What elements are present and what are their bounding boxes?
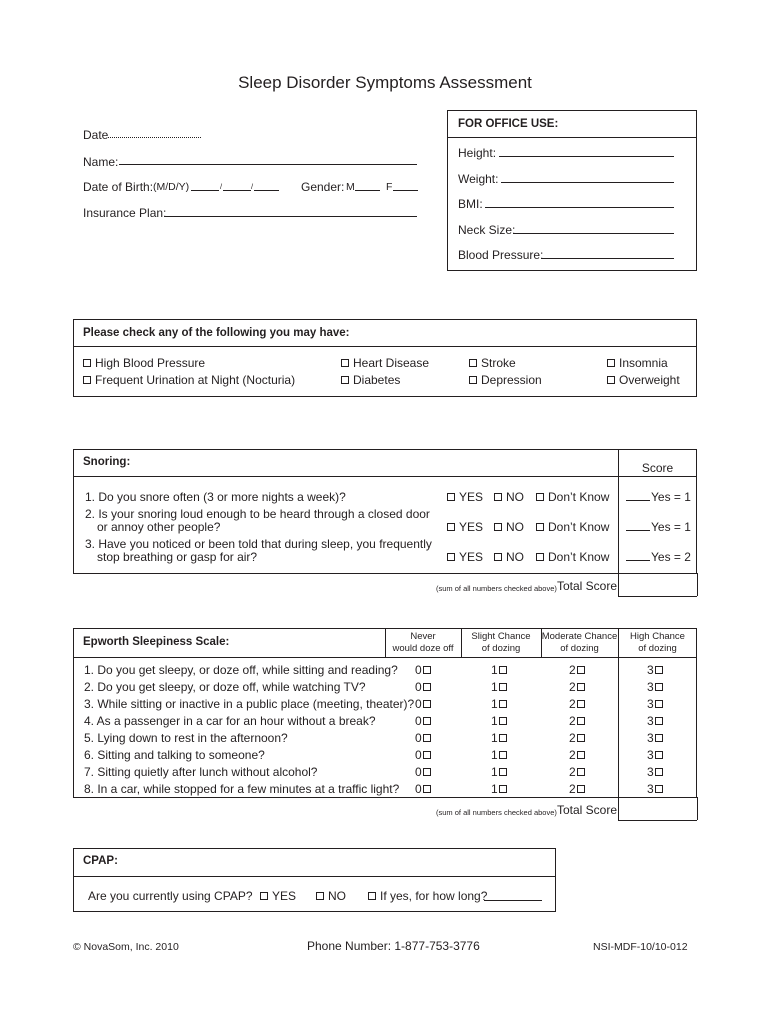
epworth-option[interactable] (647, 765, 663, 779)
checkbox[interactable] (341, 376, 349, 384)
snoring-q1-score: Yes = 1 (651, 490, 691, 504)
height-field[interactable] (499, 156, 674, 157)
checkbox[interactable] (655, 717, 663, 725)
option-value: 0 (415, 748, 422, 762)
epworth-question: 4. As a passenger in a car for an hour without a break? (84, 714, 376, 728)
neck-size-field[interactable] (513, 233, 674, 234)
option-value: 3 (647, 748, 654, 762)
epworth-option[interactable] (647, 680, 663, 694)
epworth-option[interactable] (491, 765, 507, 779)
epworth-question: 7. Sitting quietly after lunch without alcohol? (84, 765, 318, 779)
epworth-option[interactable] (491, 697, 507, 711)
checkbox[interactable] (423, 683, 431, 691)
checkbox[interactable] (577, 751, 585, 759)
checkbox[interactable] (499, 768, 507, 776)
epworth-option[interactable] (415, 765, 431, 779)
epworth-total-label: Total Score (557, 803, 618, 817)
epworth-option[interactable] (415, 731, 431, 745)
epworth-option[interactable] (491, 782, 507, 796)
form-code: NSI-MDF-10/10-012 (593, 941, 688, 953)
phone-number: Phone Number: 1-877-753-3776 (307, 939, 480, 953)
dob-sep: / (220, 182, 223, 191)
checkbox[interactable] (423, 768, 431, 776)
snoring-question-3-cont: stop breathing or gasp for air? (97, 550, 258, 564)
epworth-option[interactable] (569, 731, 585, 745)
checkbox[interactable] (499, 734, 507, 742)
epworth-question: 1. Do you get sleepy, or doze off, while sitting and reading? (84, 663, 398, 677)
divider (73, 346, 697, 347)
snoring-q1-no[interactable]: NO (494, 490, 524, 504)
option-value: 3 (647, 680, 654, 694)
epworth-option[interactable] (415, 680, 431, 694)
checkbox[interactable] (577, 717, 585, 725)
snoring-q3-yes[interactable]: YES (447, 550, 483, 564)
office-bp-label: Blood Pressure: (458, 248, 544, 262)
epworth-question: 2. Do you get sleepy, or doze off, while watching TV? (84, 680, 366, 694)
epworth-option[interactable] (569, 765, 585, 779)
checkbox[interactable] (423, 666, 431, 674)
epworth-option[interactable] (647, 714, 663, 728)
gender-label: Gender: (301, 180, 345, 194)
checkbox[interactable] (83, 359, 91, 367)
cpap-yes[interactable]: YES (260, 889, 296, 903)
option-value: 1 (491, 714, 498, 728)
snoring-q2-score: Yes = 1 (651, 520, 691, 534)
name-field[interactable] (119, 164, 417, 165)
gender-f-label: F (386, 181, 393, 193)
option-value: 3 (647, 765, 654, 779)
option-value: 2 (569, 663, 576, 677)
office-bmi-label: BMI: (458, 197, 483, 211)
epworth-option[interactable] (415, 697, 431, 711)
checkbox[interactable] (536, 493, 544, 501)
checkbox[interactable] (607, 359, 615, 367)
divider (618, 820, 697, 821)
epworth-option[interactable] (569, 782, 585, 796)
checkbox[interactable] (423, 785, 431, 793)
snoring-header: Snoring: (83, 456, 131, 468)
checkbox[interactable] (655, 734, 663, 742)
checkbox[interactable] (577, 683, 585, 691)
date-label: Date (83, 128, 109, 142)
checkbox[interactable] (494, 493, 502, 501)
epworth-option[interactable] (415, 714, 431, 728)
snoring-total-label: Total Score (557, 579, 618, 593)
checkbox[interactable] (499, 683, 507, 691)
dob-day-field[interactable] (223, 190, 251, 191)
option-value: 0 (415, 765, 422, 779)
copyright: © NovaSom, Inc. 2010 (73, 941, 179, 953)
cpap-how-long[interactable]: If yes, for how long? (368, 889, 487, 903)
checkbox[interactable] (577, 666, 585, 674)
checkbox[interactable] (341, 359, 349, 367)
checkbox[interactable] (494, 523, 502, 531)
epworth-option[interactable] (415, 663, 431, 677)
checkbox[interactable] (536, 523, 544, 531)
checkbox[interactable] (499, 751, 507, 759)
checkbox[interactable] (577, 768, 585, 776)
snoring-q3-score: Yes = 2 (651, 550, 691, 564)
dob-month-field[interactable] (191, 190, 219, 191)
option-value: 1 (491, 748, 498, 762)
option-value: 2 (569, 748, 576, 762)
condition-nocturia[interactable]: Frequent Urination at Night (Nocturia) (83, 373, 295, 387)
epworth-sum-note: (sum of all numbers checked above) (436, 808, 557, 817)
gender-m-label: M (346, 181, 355, 193)
snoring-q3-score-field[interactable] (626, 560, 650, 561)
checkbox[interactable] (499, 785, 507, 793)
office-height-label: Height: (458, 146, 497, 160)
divider (73, 876, 556, 877)
option-value: 3 (647, 782, 654, 796)
epworth-option[interactable] (569, 663, 585, 677)
checkbox[interactable] (494, 553, 502, 561)
snoring-sum-note: (sum of all numbers checked above) (436, 584, 557, 593)
epworth-option[interactable] (647, 748, 663, 762)
score-header: Score (641, 461, 674, 475)
checkbox[interactable] (607, 376, 615, 384)
name-label: Name: (83, 155, 119, 169)
checkbox[interactable] (499, 717, 507, 725)
option-value: 3 (647, 697, 654, 711)
condition-heart-disease[interactable]: Heart Disease (341, 356, 429, 370)
condition-insomnia[interactable]: Insomnia (607, 356, 668, 370)
conditions-header: Please check any of the following you may have: (83, 327, 350, 339)
snoring-q3-dont-know[interactable]: Don’t Know (536, 550, 609, 564)
option-value: 1 (491, 697, 498, 711)
insurance-field[interactable] (164, 216, 417, 217)
checkbox[interactable] (423, 717, 431, 725)
gender-m-field[interactable] (355, 190, 380, 191)
epworth-option[interactable] (647, 782, 663, 796)
option-value: 1 (491, 731, 498, 745)
checkbox[interactable] (499, 700, 507, 708)
checkbox[interactable] (655, 683, 663, 691)
epworth-option[interactable] (491, 748, 507, 762)
option-value: 3 (647, 714, 654, 728)
condition-depression[interactable]: Depression (469, 373, 542, 387)
option-value: 0 (415, 697, 422, 711)
checkbox[interactable] (655, 768, 663, 776)
divider (73, 657, 697, 658)
checkbox[interactable] (368, 892, 376, 900)
divider (447, 137, 697, 138)
divider (618, 596, 697, 597)
checkbox[interactable] (423, 734, 431, 742)
checkbox[interactable] (83, 376, 91, 384)
option-value: 1 (491, 765, 498, 779)
epworth-header: Epworth Sleepiness Scale: (83, 636, 230, 648)
epworth-option[interactable] (569, 748, 585, 762)
option-value: 3 (647, 663, 654, 677)
option-value: 2 (569, 765, 576, 779)
col-high: High Chance of dozing (630, 631, 685, 654)
option-value: 2 (569, 714, 576, 728)
bmi-field[interactable] (485, 207, 674, 208)
option-value: 0 (415, 731, 422, 745)
checkbox[interactable] (655, 666, 663, 674)
dob-sep: / (251, 182, 254, 191)
snoring-question-2: 2. Is your snoring loud enough to be heard through a closed door (85, 507, 430, 521)
dob-format: (M/D/Y) (153, 181, 190, 193)
option-value: 2 (569, 731, 576, 745)
insurance-label: Insurance Plan: (83, 206, 167, 220)
office-use-header: FOR OFFICE USE: (458, 118, 559, 130)
office-use-box (447, 110, 697, 271)
epworth-option[interactable] (415, 782, 431, 796)
snoring-q1-yes[interactable]: YES (447, 490, 483, 504)
snoring-q2-no[interactable]: NO (494, 520, 524, 534)
option-value: 0 (415, 680, 422, 694)
snoring-q2-dont-know[interactable]: Don’t Know (536, 520, 609, 534)
epworth-option[interactable] (491, 663, 507, 677)
checkbox[interactable] (260, 892, 268, 900)
checkbox[interactable] (316, 892, 324, 900)
divider (697, 797, 698, 820)
epworth-question: 6. Sitting and talking to someone? (84, 748, 265, 762)
snoring-question-1: 1. Do you snore often (3 or more nights a week)? (85, 490, 346, 504)
checkbox[interactable] (577, 700, 585, 708)
date-field[interactable] (108, 137, 201, 138)
epworth-question: 8. In a car, while stopped for a few minutes at a traffic light? (84, 782, 400, 796)
option-value: 0 (415, 714, 422, 728)
cpap-header: CPAP: (83, 855, 118, 867)
cpap-question: Are you currently using CPAP? (88, 889, 253, 903)
epworth-option[interactable] (415, 748, 431, 762)
col-never: Never would doze off (392, 631, 454, 654)
gender-f-field[interactable] (393, 190, 418, 191)
col-moderate: Moderate Chance of dozing (541, 631, 618, 654)
checkbox[interactable] (423, 751, 431, 759)
snoring-q1-score-field[interactable] (626, 500, 650, 501)
option-value: 2 (569, 782, 576, 796)
epworth-option[interactable] (569, 697, 585, 711)
office-weight-label: Weight: (458, 172, 499, 186)
snoring-q2-yes[interactable]: YES (447, 520, 483, 534)
option-value: 3 (647, 731, 654, 745)
dob-label: Date of Birth: (83, 180, 154, 194)
checkbox[interactable] (499, 666, 507, 674)
checkbox[interactable] (577, 785, 585, 793)
epworth-option[interactable] (647, 663, 663, 677)
checkbox[interactable] (423, 700, 431, 708)
dob-year-field[interactable] (254, 190, 279, 191)
cpap-duration-field[interactable] (484, 900, 542, 901)
option-value: 1 (491, 782, 498, 796)
epworth-option[interactable] (569, 680, 585, 694)
checkbox[interactable] (469, 359, 477, 367)
score-column-divider (618, 628, 619, 820)
col-slight: Slight Chance of dozing (471, 631, 531, 654)
option-value: 1 (491, 680, 498, 694)
option-value: 0 (415, 663, 422, 677)
divider (73, 476, 697, 477)
weight-field[interactable] (501, 182, 674, 183)
checkbox[interactable] (655, 785, 663, 793)
epworth-option[interactable] (647, 731, 663, 745)
epworth-option[interactable] (491, 680, 507, 694)
office-neck-label: Neck Size: (458, 223, 516, 237)
option-value: 2 (569, 697, 576, 711)
condition-diabetes[interactable]: Diabetes (341, 373, 400, 387)
snoring-q3-no[interactable]: NO (494, 550, 524, 564)
checkbox[interactable] (447, 553, 455, 561)
epworth-option[interactable] (491, 714, 507, 728)
snoring-q1-dont-know[interactable]: Don’t Know (536, 490, 609, 504)
checkbox[interactable] (447, 523, 455, 531)
epworth-question: 3. While sitting or inactive in a public place (meeting, theater)? (84, 697, 415, 711)
cpap-no[interactable]: NO (316, 889, 346, 903)
snoring-q2-score-field[interactable] (626, 530, 650, 531)
epworth-option[interactable] (569, 714, 585, 728)
checkbox[interactable] (447, 493, 455, 501)
divider (697, 573, 698, 596)
checkbox[interactable] (655, 751, 663, 759)
epworth-question: 5. Lying down to rest in the afternoon? (84, 731, 288, 745)
condition-high-blood-pressure[interactable]: High Blood Pressure (83, 356, 205, 370)
option-value: 0 (415, 782, 422, 796)
option-value: 1 (491, 663, 498, 677)
checkbox[interactable] (655, 700, 663, 708)
page-title: Sleep Disorder Symptoms Assessment (238, 73, 532, 92)
snoring-question-2-cont: or annoy other people? (97, 520, 221, 534)
option-value: 2 (569, 680, 576, 694)
epworth-option[interactable] (647, 697, 663, 711)
snoring-question-3: 3. Have you noticed or been told that during sleep, you frequently (85, 537, 432, 551)
epworth-option[interactable] (491, 731, 507, 745)
condition-overweight[interactable]: Overweight (607, 373, 680, 387)
checkbox[interactable] (536, 553, 544, 561)
checkbox[interactable] (577, 734, 585, 742)
condition-stroke[interactable]: Stroke (469, 356, 516, 370)
blood-pressure-field[interactable] (541, 258, 674, 259)
checkbox[interactable] (469, 376, 477, 384)
